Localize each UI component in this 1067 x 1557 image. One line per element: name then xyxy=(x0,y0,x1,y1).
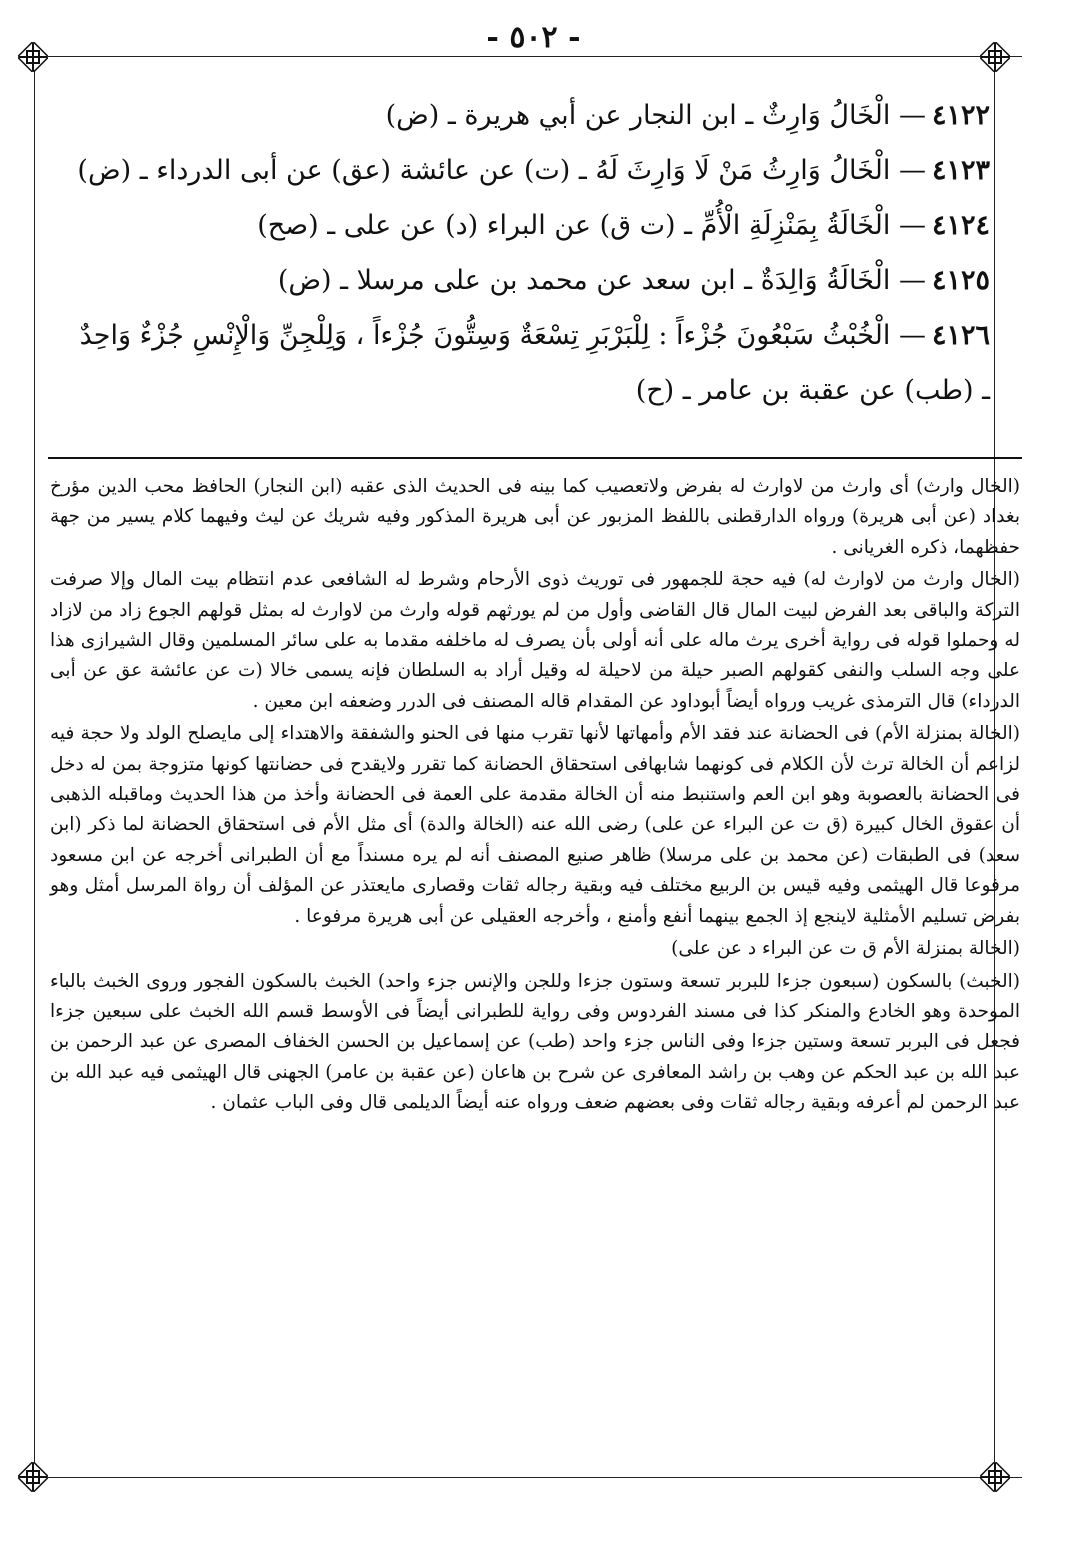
commentary-paragraph: (الخالة بمنزلة الأم ق ت عن البراء د عن على) xyxy=(671,938,1020,960)
commentary-paragraph: (الخال وارث من لاوارث له) فيه حجة للجمهور فى توريث ذوى الأرحام وشرط له الشافعى عدم انتظام بيت المال وإلا صرفت التركة والباقى بعد الفرض لبيت المال قال القاضى وأول من لم يورثهم قوله وارث من لاوارث له بمثل قولهم الجوع زاد من لازاد له وحملوا قوله فى رواية أخرى يرث ماله على أنه أولى بأن يصرف له ماخلفه مقدما به على سائر المسلمين وقال الشيرازى هذا على وجه السلب والنفى كقولهم الصبر حيلة من لاحيلة له وقيل أراد به السلطان فإنه يسمى خالا (ت عن عائشة عق عن أبى الدرداء) قال الترمذى غريب ورواه أيضاً أبوداود عن المقدام قاله المصنف فى الدرر وضعفه ابن معين . xyxy=(50,569,1020,712)
hadith-text: — الْخَالَةُ وَالِدَةٌ ـ ابن سعد عن محمد بن على مرسلا ـ (ض) xyxy=(277,265,926,296)
commentary-section xyxy=(50,472,1020,1121)
hadith-entry xyxy=(70,253,990,308)
commentary-paragraph: (الخالة بمنزلة الأم) فى الحضانة عند فقد الأم وأمهاتها لأنها تقرب منها فى الحنو والشفقة والاهتداء إلى مايصلح الولد ولا حجة فيه لزاعم أن الخالة ترث لأن الكلام فى كونهما شابهافى استحقاق الحضانة كما تقرر ولايقدح فى حضانتها كونها متزوجة بمن له دخل فى الحضانة بالعصوبة وهو ابن العم واستنبط منه أن الخالة مقدمة على العمة فى الحضانة وأخذ من هذا الحديث وماقبله الذهبى أن عقوق الخال كبيرة (ق ت عن البراء عن على) رضى الله عنه (الخالة والدة) أى مثل الأم فى استحقاق الحضانة لما ذكر (ابن سعد) فى الطبقات (عن محمد بن على مرسلا) ظاهر صنيع المصنف أنه لم يره مسنداً مع أن الطبرانى أخرجه عن ابن مسعود مرفوعا قال الهيثمى وفيه قيس بن الربيع مختلف فيه وبقية رجاله ثقات وقصارى مايعتذر عن المؤلف أن رواة المرسل أمثل وهو بفرض تسليم الأمثلية لاينجع إذ الجمع بينهما أنفع وأمنع ، وأخرجه العقيلى عن أبى هريرة مرفوعا . xyxy=(50,723,1020,927)
hadith-number: ٤١٢٦ xyxy=(931,320,990,351)
frame-left-line xyxy=(34,70,35,1462)
page-number: - ٥٠٢ - xyxy=(486,20,581,55)
corner-ornament-icon xyxy=(980,1462,1010,1492)
hadith-text: — الْخَالُ وَارِثُ مَنْ لَا وَارِثَ لَهُ ـ (ت) عن عائشة (عق) عن أبى الدرداء ـ (ض) xyxy=(77,155,926,186)
hadith-list xyxy=(70,88,990,418)
frame-bottom-line xyxy=(48,1477,1022,1478)
hadith-number: ٤١٢٥ xyxy=(931,265,990,296)
hadith-text: — الْخَالُ وَارِثٌ ـ ابن النجار عن أبي هريرة ـ (ض) xyxy=(385,100,926,131)
hadith-entry xyxy=(70,88,990,143)
hadith-number: ٤١٢٤ xyxy=(931,210,990,241)
commentary-paragraph: (الخبث) بالسكون (سبعون جزءا للبربر تسعة وستون جزءا وللجن والإنس جزء واحد) الخبث بالسكون الفجور وروى الخبث بالباء الموحدة وهو الخادع والمنكر كذا فى مسند الفردوس وفى رواية للطبرانى أيضاً فى الأوسط قسم الله الخبث على سبعين جزءا فجعل فى البربر تسعة وستين جزءا وفى الناس جزء واحد (طب) عن إسماعيل بن الحسن الخفاف المصرى عن عبد الرحمن بن عبد الله بن عبد الحكم عن وهب بن راشد المعافرى عن شرح بن هاعان (عن عقبة بن عامر) الجهنى قال الهيثمى فيه عبد الله بن عبد الرحمن لم أعرفه وبقية رجاله ثقات وفى بعضهم ضعف ورواه عنه أيضاً الديلمى قال وفى الباب عثمان . xyxy=(50,970,1020,1114)
section-divider xyxy=(48,457,1022,459)
commentary-paragraph: (الخال وارث) أى وارث من لاوارث له بفرض ولاتعصيب كما بينه فى الحديث الذى عقبه (ابن النجار) الحافظ محب الدين مؤرخ بغداد (عن أبى هريرة) ورواه الدارقطنى باللفظ المزبور عن أبى هريرة المذكور وفيه شريك عن ليث وفيهما كلام يسير من جهة حفظهما، ذكره الغريانى . xyxy=(50,476,1020,558)
hadith-entry xyxy=(70,143,990,198)
hadith-number: ٤١٢٢ xyxy=(931,100,990,131)
hadith-entry xyxy=(70,198,990,253)
hadith-number: ٤١٢٣ xyxy=(931,155,990,186)
corner-ornament-icon xyxy=(18,1462,48,1492)
hadith-entry xyxy=(70,308,990,418)
hadith-text: — الْخُبْثُ سَبْعُونَ جُزْءاً : لِلْبَرْبَرِ تِسْعَةٌ وَسِتُّونَ جُزْءاً ، وَلِلْجِنِّ وَالْإِنْسِ جُزْءٌ وَاحِدٌ ـ (طب) عن عقبة بن عامر ـ (ح) xyxy=(79,320,990,406)
hadith-text: — الْخَالَةُ بِمَنْزِلَةِ الْأُمِّ ـ (ت ق) عن البراء (د) عن على ـ (صح) xyxy=(257,210,926,241)
frame-top-line xyxy=(48,56,1022,57)
